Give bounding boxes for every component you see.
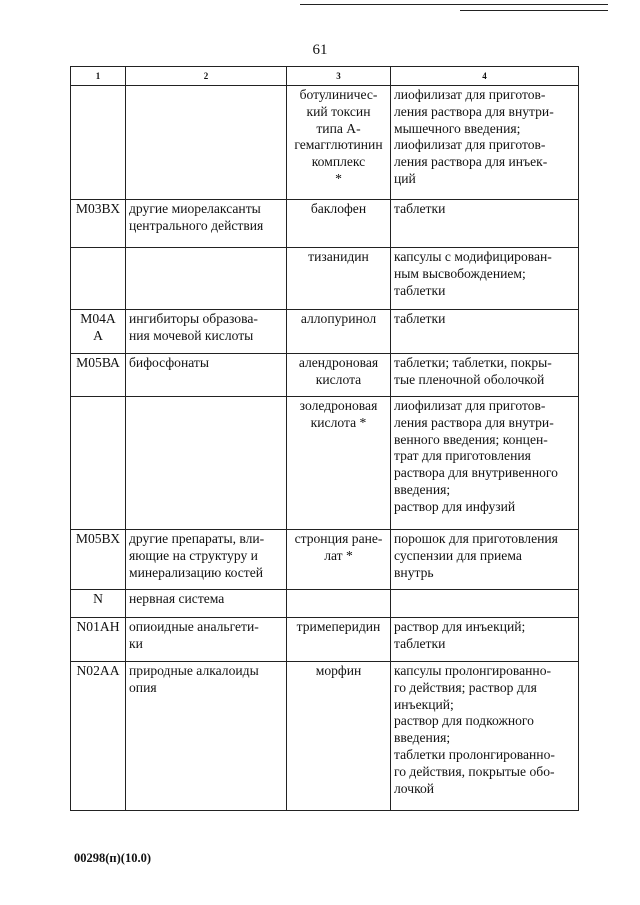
drug-name-cell: тизанидин	[287, 248, 391, 310]
dosage-form-cell: таблетки	[391, 310, 579, 354]
drug-name-cell: стронция ране- лат *	[287, 530, 391, 590]
drug-name-cell: тримеперидин	[287, 618, 391, 662]
column-number-1: 1	[71, 67, 126, 86]
document-code: 00298(п)(10.0)	[74, 851, 151, 865]
table-row	[71, 590, 579, 618]
page-number: 61	[312, 42, 328, 58]
top-rule-1	[300, 4, 608, 5]
table-row	[71, 310, 579, 354]
drug-name-cell: баклофен	[287, 200, 391, 248]
column-number-4: 4	[391, 67, 579, 86]
table-row	[71, 248, 579, 310]
group-cell: другие препараты, вли- яющие на структуру и минерализацию костей	[126, 530, 287, 590]
atc-code-cell: N	[71, 590, 126, 618]
dosage-form-cell: таблетки	[391, 200, 579, 248]
group-cell: ингибиторы образова- ния мочевой кислоты	[126, 310, 287, 354]
atc-code-cell: М05ВХ	[71, 530, 126, 590]
drug-classification-table	[70, 66, 579, 811]
group-cell	[126, 397, 287, 530]
table-row	[71, 662, 579, 811]
atc-code-cell: N02АА	[71, 662, 126, 811]
table-row	[71, 86, 579, 200]
column-number-3: 3	[287, 67, 391, 86]
dosage-form-cell: порошок для приготовления суспензии для приема внутрь	[391, 530, 579, 590]
dosage-form-cell: лиофилизат для приготов- ления раствора для внутри- мышечного введения; лиофилизат для приготов- ления раствора для инъек- ций	[391, 86, 579, 200]
table-row	[71, 397, 579, 530]
dosage-form-cell: раствор для инъекций; таблетки	[391, 618, 579, 662]
drug-name-cell: ботулиничес- кий токсин типа А- гемагглютинин комплекс *	[287, 86, 391, 200]
drug-name-cell	[287, 590, 391, 618]
group-cell	[126, 86, 287, 200]
drug-name-cell: морфин	[287, 662, 391, 811]
atc-code-cell: N01АН	[71, 618, 126, 662]
atc-code-cell	[71, 86, 126, 200]
table-row	[71, 354, 579, 397]
table-row	[71, 200, 579, 248]
atc-code-cell	[71, 248, 126, 310]
column-number-2: 2	[126, 67, 287, 86]
drug-name-cell: аллопуринол	[287, 310, 391, 354]
group-cell: бифосфонаты	[126, 354, 287, 397]
table-header-row	[71, 67, 579, 86]
table-row	[71, 618, 579, 662]
top-rule-2	[460, 10, 608, 11]
group-cell: опиоидные анальгети- ки	[126, 618, 287, 662]
group-cell: другие миорелаксанты центрального действия	[126, 200, 287, 248]
atc-code-cell: М05ВА	[71, 354, 126, 397]
atc-code-cell: М03ВХ	[71, 200, 126, 248]
dosage-form-cell: таблетки; таблетки, покры- тые пленочной оболочкой	[391, 354, 579, 397]
drug-name-cell: алендроновая кислота	[287, 354, 391, 397]
atc-code-cell: М04А А	[71, 310, 126, 354]
group-cell	[126, 248, 287, 310]
table-row	[71, 530, 579, 590]
atc-code-cell	[71, 397, 126, 530]
drug-name-cell: золедроновая кислота *	[287, 397, 391, 530]
dosage-form-cell: капсулы с модифицирован- ным высвобождением; таблетки	[391, 248, 579, 310]
group-cell: нервная система	[126, 590, 287, 618]
dosage-form-cell	[391, 590, 579, 618]
dosage-form-cell: капсулы пролонгированно- го действия; раствор для инъекций; раствор для подкожного введения; таблетки пролонгированно- го действия, покрытые обо- лочкой	[391, 662, 579, 811]
dosage-form-cell: лиофилизат для приготов- ления раствора для внутри- венного введения; концен- трат для приготовления раствора для внутривенного введения; раствор для инфузий	[391, 397, 579, 530]
group-cell: природные алкалоиды опия	[126, 662, 287, 811]
